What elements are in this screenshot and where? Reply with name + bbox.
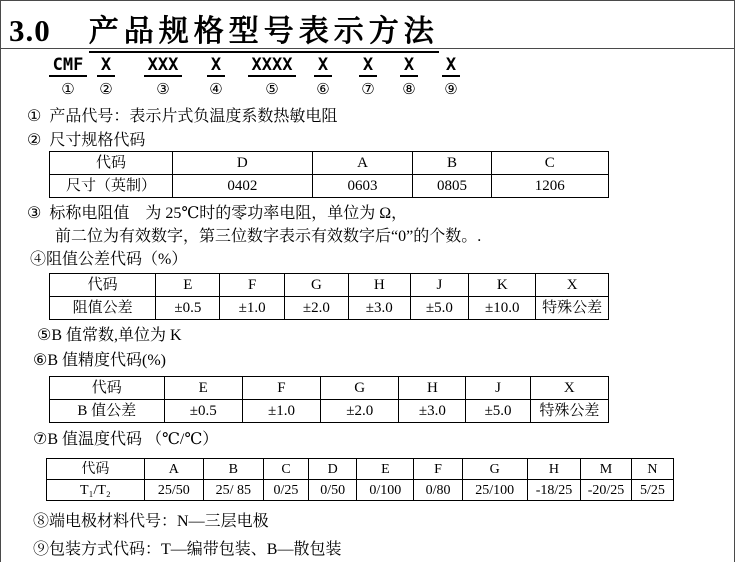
table-cell: J (410, 274, 469, 297)
code-part: X (314, 56, 332, 77)
table-cell: G (321, 377, 399, 400)
size-code-table (49, 151, 609, 198)
b-value-tolerance-table (49, 376, 609, 423)
table-cell: E (156, 274, 220, 297)
table-cell: -18/25 (527, 480, 580, 501)
table-row (47, 459, 674, 480)
item-packaging (33, 540, 341, 560)
table-cell: 阻值公差 (50, 297, 156, 320)
circled-number: ③ (156, 80, 170, 98)
table-cell: 5/25 (631, 480, 673, 501)
table-cell: G (462, 459, 527, 480)
table-cell: G (284, 274, 348, 297)
circled-number: ⑧ (402, 80, 416, 98)
code-part: CMF (49, 56, 88, 77)
table-row (50, 400, 609, 423)
item-b-temperature (33, 430, 218, 450)
table-cell: ±5.0 (466, 400, 530, 423)
table-row (50, 175, 609, 198)
code-part: X (400, 56, 418, 77)
item-size-code (27, 131, 145, 151)
code-part: XXXX (248, 56, 297, 77)
item-text: 产品代号：表示片式负温度系数热敏电阻 (49, 108, 338, 125)
table-cell: 代码 (50, 274, 156, 297)
table-cell: H (527, 459, 580, 480)
table-cell: 0402 (172, 175, 312, 198)
circled-number: ⑨ (444, 80, 458, 98)
table-cell: 代码 (50, 377, 165, 400)
table-cell: 0805 (413, 175, 491, 198)
circled-number: ⑦ (361, 80, 375, 98)
table-cell: ±10.0 (469, 297, 536, 320)
table-cell: B 值公差 (50, 400, 165, 423)
table-cell: ±2.0 (284, 297, 348, 320)
item-resistance-value (27, 204, 407, 224)
table-cell: F (220, 274, 284, 297)
table-cell: K (469, 274, 536, 297)
table-cell: ±3.0 (399, 400, 466, 423)
table-cell: 尺寸（英制） (50, 175, 173, 198)
table-cell: ±0.5 (164, 400, 242, 423)
code-segment (243, 56, 301, 97)
item-number: ⑥ (33, 352, 48, 369)
item-b-tolerance (33, 351, 166, 371)
code-part: X (359, 56, 377, 77)
code-segment (352, 56, 384, 97)
item-number: ⑧ (33, 513, 50, 530)
item-number: ③ (27, 205, 42, 222)
item-product-code (27, 107, 337, 127)
code-segment (138, 56, 188, 97)
table-cell: 0/80 (414, 480, 462, 501)
item-number: ⑨ (33, 541, 50, 558)
table-row (50, 377, 609, 400)
code-part: XXX (144, 56, 183, 77)
table-cell: 0603 (312, 175, 413, 198)
model-code-diagram (1, 56, 735, 102)
table-cell: 特殊公差 (530, 400, 608, 423)
table-cell: 0/100 (357, 480, 414, 501)
item-number: ⑤ (37, 327, 52, 344)
circled-number: ④ (209, 80, 223, 98)
table-cell: 25/100 (462, 480, 527, 501)
item-number: ④ (30, 251, 47, 268)
item-text: 端电极材料代号：N—三层电极 (49, 513, 269, 530)
table-cell: A (144, 459, 203, 480)
table-cell: 0/50 (309, 480, 357, 501)
item-resistance-tolerance (30, 250, 187, 270)
table-cell: H (349, 274, 410, 297)
resistance-tolerance-table (49, 273, 609, 320)
item-text: 前二位为有效数字，第三位数字表示有效数字后“0”的个数。. (55, 228, 482, 245)
section-number: 3.0 (9, 13, 51, 48)
table-row (50, 274, 609, 297)
table-cell: 代码 (50, 152, 173, 175)
code-segment (46, 56, 90, 97)
table-cell: ±1.0 (220, 297, 284, 320)
code-part: X (97, 56, 115, 77)
code-part: X (442, 56, 460, 77)
item-text: B 值温度代码 （℃/℃） (47, 431, 219, 448)
table-cell: J (466, 377, 530, 400)
table-cell: ±2.0 (321, 400, 399, 423)
circled-number: ② (99, 80, 113, 98)
item-text: B 值精度代码(%) (47, 352, 167, 369)
table-cell: 25/50 (144, 480, 203, 501)
table-cell: D (172, 152, 312, 175)
table-cell: 特殊公差 (536, 297, 609, 320)
table-cell: ±0.5 (156, 297, 220, 320)
code-segment (91, 56, 121, 97)
circled-number: ① (61, 80, 75, 98)
item-text: 包装方式代码：T—编带包装、B—散包装 (49, 541, 342, 558)
table-cell: ±5.0 (410, 297, 469, 320)
table-cell: F (414, 459, 462, 480)
circled-number: ⑥ (316, 80, 330, 98)
table-cell: E (164, 377, 242, 400)
table-cell: 1206 (491, 175, 608, 198)
item-number: ① (27, 108, 42, 125)
code-part: X (207, 56, 225, 77)
table-cell: F (242, 377, 320, 400)
table-cell: -20/25 (581, 480, 632, 501)
item-text: 标称电阻值 为 25℃时的零功率电阻，单位为 Ω， (49, 205, 408, 222)
table-cell: D (309, 459, 357, 480)
table-cell: N (631, 459, 673, 480)
table-cell: X (536, 274, 609, 297)
item-b-constant (37, 326, 182, 346)
table-cell: B (413, 152, 491, 175)
item-text: B 值常数,单位为 K (51, 327, 182, 344)
table-cell: E (357, 459, 414, 480)
table-cell: C (263, 459, 308, 480)
item-text: 尺寸规格代码 (49, 132, 146, 149)
table-row (47, 480, 674, 501)
circled-number: ⑤ (265, 80, 279, 98)
table-cell: M (581, 459, 632, 480)
table-row (50, 152, 609, 175)
item-number: ⑦ (33, 431, 48, 448)
table-cell: ±3.0 (349, 297, 410, 320)
table-cell: C (491, 152, 608, 175)
item-resistance-value-cont (55, 227, 481, 247)
item-electrode (33, 512, 269, 532)
page-title (9, 6, 439, 53)
code-segment (200, 56, 232, 97)
table-row (50, 297, 609, 320)
table-cell: 0/25 (263, 480, 308, 501)
table-cell: 代码 (47, 459, 145, 480)
table-cell: 25/ 85 (203, 480, 263, 501)
item-text: 阻值公差代码（%） (46, 251, 188, 268)
table-cell: T₁/T₂ (47, 480, 145, 501)
table-cell: A (312, 152, 413, 175)
item-number: ② (27, 132, 42, 149)
table-cell: B (203, 459, 263, 480)
b-temperature-code-table (46, 458, 674, 501)
section-title: 产品规格型号表示方法 (89, 6, 439, 53)
table-cell: X (530, 377, 608, 400)
table-cell: H (399, 377, 466, 400)
code-segment (393, 56, 425, 97)
title-divider (1, 48, 735, 49)
code-segment (435, 56, 467, 97)
table-cell: ±1.0 (242, 400, 320, 423)
code-segment (307, 56, 339, 97)
